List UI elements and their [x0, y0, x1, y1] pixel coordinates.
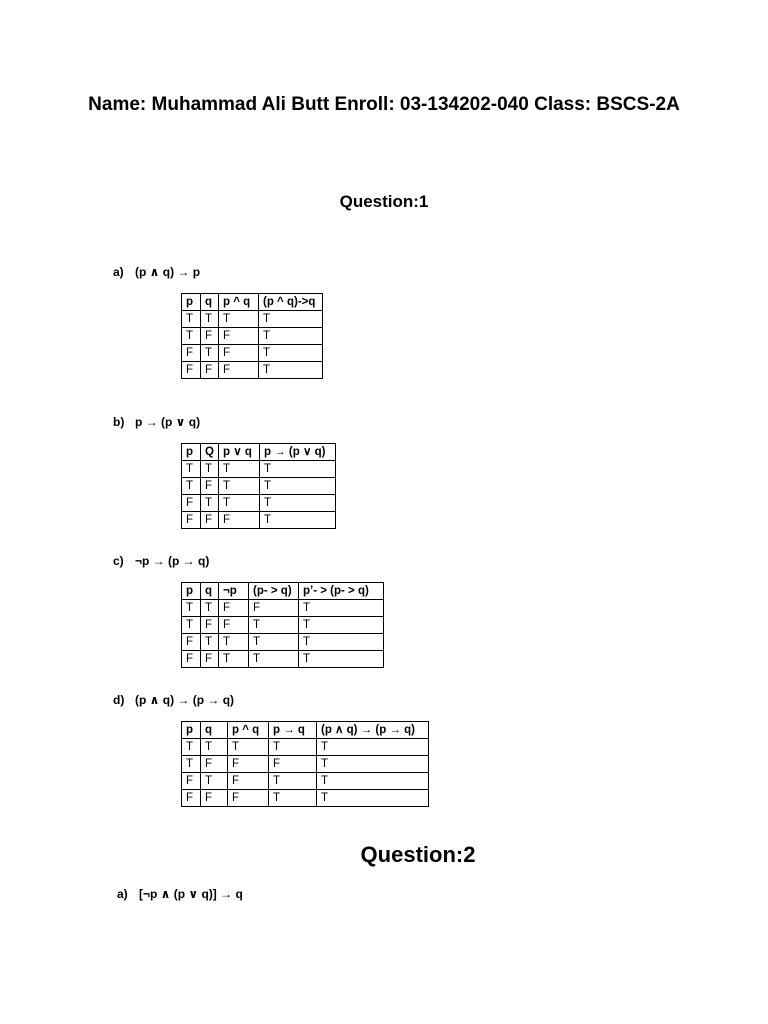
q2-part-a-letter: a) [117, 887, 128, 901]
q1-part-d-header-row [182, 722, 429, 739]
table-cell: T [317, 756, 429, 773]
q2-part-a-label [117, 887, 243, 901]
table-row [182, 345, 323, 362]
table-row [182, 773, 429, 790]
table-cell: T [201, 600, 219, 617]
table-cell: F [182, 634, 201, 651]
column-header: (p- > q) [249, 583, 299, 600]
table-cell: T [219, 495, 260, 512]
table-cell: T [201, 461, 219, 478]
column-header: p [182, 294, 201, 311]
table-cell: T [260, 478, 336, 495]
table-cell: T [299, 651, 384, 668]
table-cell: F [201, 790, 228, 807]
q1-part-b-letter: b) [113, 415, 125, 429]
table-cell: F [269, 756, 317, 773]
table-cell: F [201, 478, 219, 495]
student-header: Name: Muhammad Ali Butt Enroll: 03-134202-040 Class: BSCS-2A [88, 94, 680, 115]
table-cell: F [201, 362, 219, 379]
q1-part-d-truth-table [181, 721, 429, 807]
table-cell: T [219, 478, 260, 495]
table-row [182, 362, 323, 379]
table-cell: F [219, 362, 259, 379]
column-header: (p ^ q)->q [259, 294, 323, 311]
table-cell: T [201, 345, 219, 362]
table-cell: F [182, 773, 201, 790]
table-cell: T [201, 739, 228, 756]
table-cell: F [228, 773, 269, 790]
q1-part-b-expression: p → (p ∨ q) [135, 415, 201, 429]
table-cell: T [182, 617, 201, 634]
column-header: p [182, 583, 201, 600]
table-row [182, 790, 429, 807]
q1-part-a-expression: (p ∧ q) → p [135, 265, 201, 279]
q1-part-b-header-row [182, 444, 336, 461]
table-cell: T [299, 634, 384, 651]
table-cell: T [317, 739, 429, 756]
column-header: p [182, 722, 201, 739]
table-cell: T [219, 461, 260, 478]
q1-part-c-letter: c) [113, 554, 124, 568]
q1-part-d-letter: d) [113, 693, 125, 707]
table-cell: T [249, 651, 299, 668]
table-cell: T [201, 773, 228, 790]
column-header: p’- > (p- > q) [299, 583, 384, 600]
table-cell: F [219, 345, 259, 362]
table-cell: F [182, 362, 201, 379]
table-cell: T [182, 478, 201, 495]
table-row [182, 617, 384, 634]
table-cell: T [269, 739, 317, 756]
table-cell: F [219, 512, 260, 529]
q1-part-c-header-row [182, 583, 384, 600]
table-cell: F [201, 328, 219, 345]
q1-part-a-header-row [182, 294, 323, 311]
table-cell: T [260, 495, 336, 512]
table-cell: F [182, 512, 201, 529]
q1-part-a-label [113, 265, 200, 279]
table-cell: T [259, 328, 323, 345]
table-cell: F [182, 345, 201, 362]
table-cell: F [201, 651, 219, 668]
table-cell: F [219, 600, 249, 617]
table-cell: T [299, 600, 384, 617]
column-header: q [201, 294, 219, 311]
table-cell: T [182, 756, 201, 773]
table-cell: F [228, 790, 269, 807]
table-cell: T [201, 495, 219, 512]
column-header: (p ∧ q) → (p → q) [317, 722, 429, 739]
table-cell: F [182, 790, 201, 807]
q2-part-a-expression: [¬p ∧ (p ∨ q)] → q [139, 887, 243, 901]
table-row [182, 634, 384, 651]
column-header: p ∨ q [219, 444, 260, 461]
table-row [182, 311, 323, 328]
table-row [182, 495, 336, 512]
table-cell: T [269, 773, 317, 790]
table-cell: T [228, 739, 269, 756]
table-row [182, 651, 384, 668]
q1-part-a-truth-table [181, 293, 323, 379]
column-header: ¬p [219, 583, 249, 600]
column-header: p [182, 444, 201, 461]
table-cell: T [249, 617, 299, 634]
column-header: p ^ q [228, 722, 269, 739]
table-cell: T [182, 739, 201, 756]
table-cell: F [201, 512, 219, 529]
table-cell: T [219, 651, 249, 668]
table-cell: T [201, 634, 219, 651]
q1-part-c-label [113, 554, 209, 568]
q1-part-b-truth-table [181, 443, 336, 529]
q1-part-b-label [113, 415, 200, 429]
table-cell: T [260, 461, 336, 478]
table-row [182, 756, 429, 773]
column-header: Q [201, 444, 219, 461]
table-cell: T [201, 311, 219, 328]
table-cell: T [219, 634, 249, 651]
column-header: q [201, 722, 228, 739]
table-cell: T [259, 345, 323, 362]
table-cell: T [182, 328, 201, 345]
table-cell: T [299, 617, 384, 634]
q1-part-c-truth-table [181, 582, 384, 668]
q1-part-a-letter: a) [113, 265, 124, 279]
table-cell: F [219, 328, 259, 345]
table-cell: T [182, 461, 201, 478]
table-row [182, 328, 323, 345]
table-row [182, 739, 429, 756]
table-cell: F [201, 617, 219, 634]
table-cell: T [260, 512, 336, 529]
table-cell: T [182, 311, 201, 328]
table-cell: F [201, 756, 228, 773]
column-header: p → (p ∨ q) [260, 444, 336, 461]
table-cell: F [228, 756, 269, 773]
table-cell: T [317, 773, 429, 790]
table-row [182, 600, 384, 617]
table-cell: T [269, 790, 317, 807]
table-cell: F [219, 617, 249, 634]
table-cell: T [259, 362, 323, 379]
question-2-title: Question:2 [360, 842, 476, 867]
table-cell: T [249, 634, 299, 651]
table-cell: T [259, 311, 323, 328]
table-row [182, 512, 336, 529]
table-cell: F [249, 600, 299, 617]
table-row [182, 461, 336, 478]
column-header: q [201, 583, 219, 600]
table-cell: T [219, 311, 259, 328]
table-cell: F [182, 495, 201, 512]
q1-part-d-label [113, 693, 234, 707]
column-header: p ^ q [219, 294, 259, 311]
question-1-title: Question:1 [339, 192, 429, 211]
q1-part-d-expression: (p ∧ q) → (p → q) [135, 693, 235, 707]
table-cell: F [182, 651, 201, 668]
q1-part-c-expression: ¬p → (p → q) [135, 554, 210, 568]
column-header: p → q [269, 722, 317, 739]
table-cell: T [317, 790, 429, 807]
table-cell: T [182, 600, 201, 617]
table-row [182, 478, 336, 495]
